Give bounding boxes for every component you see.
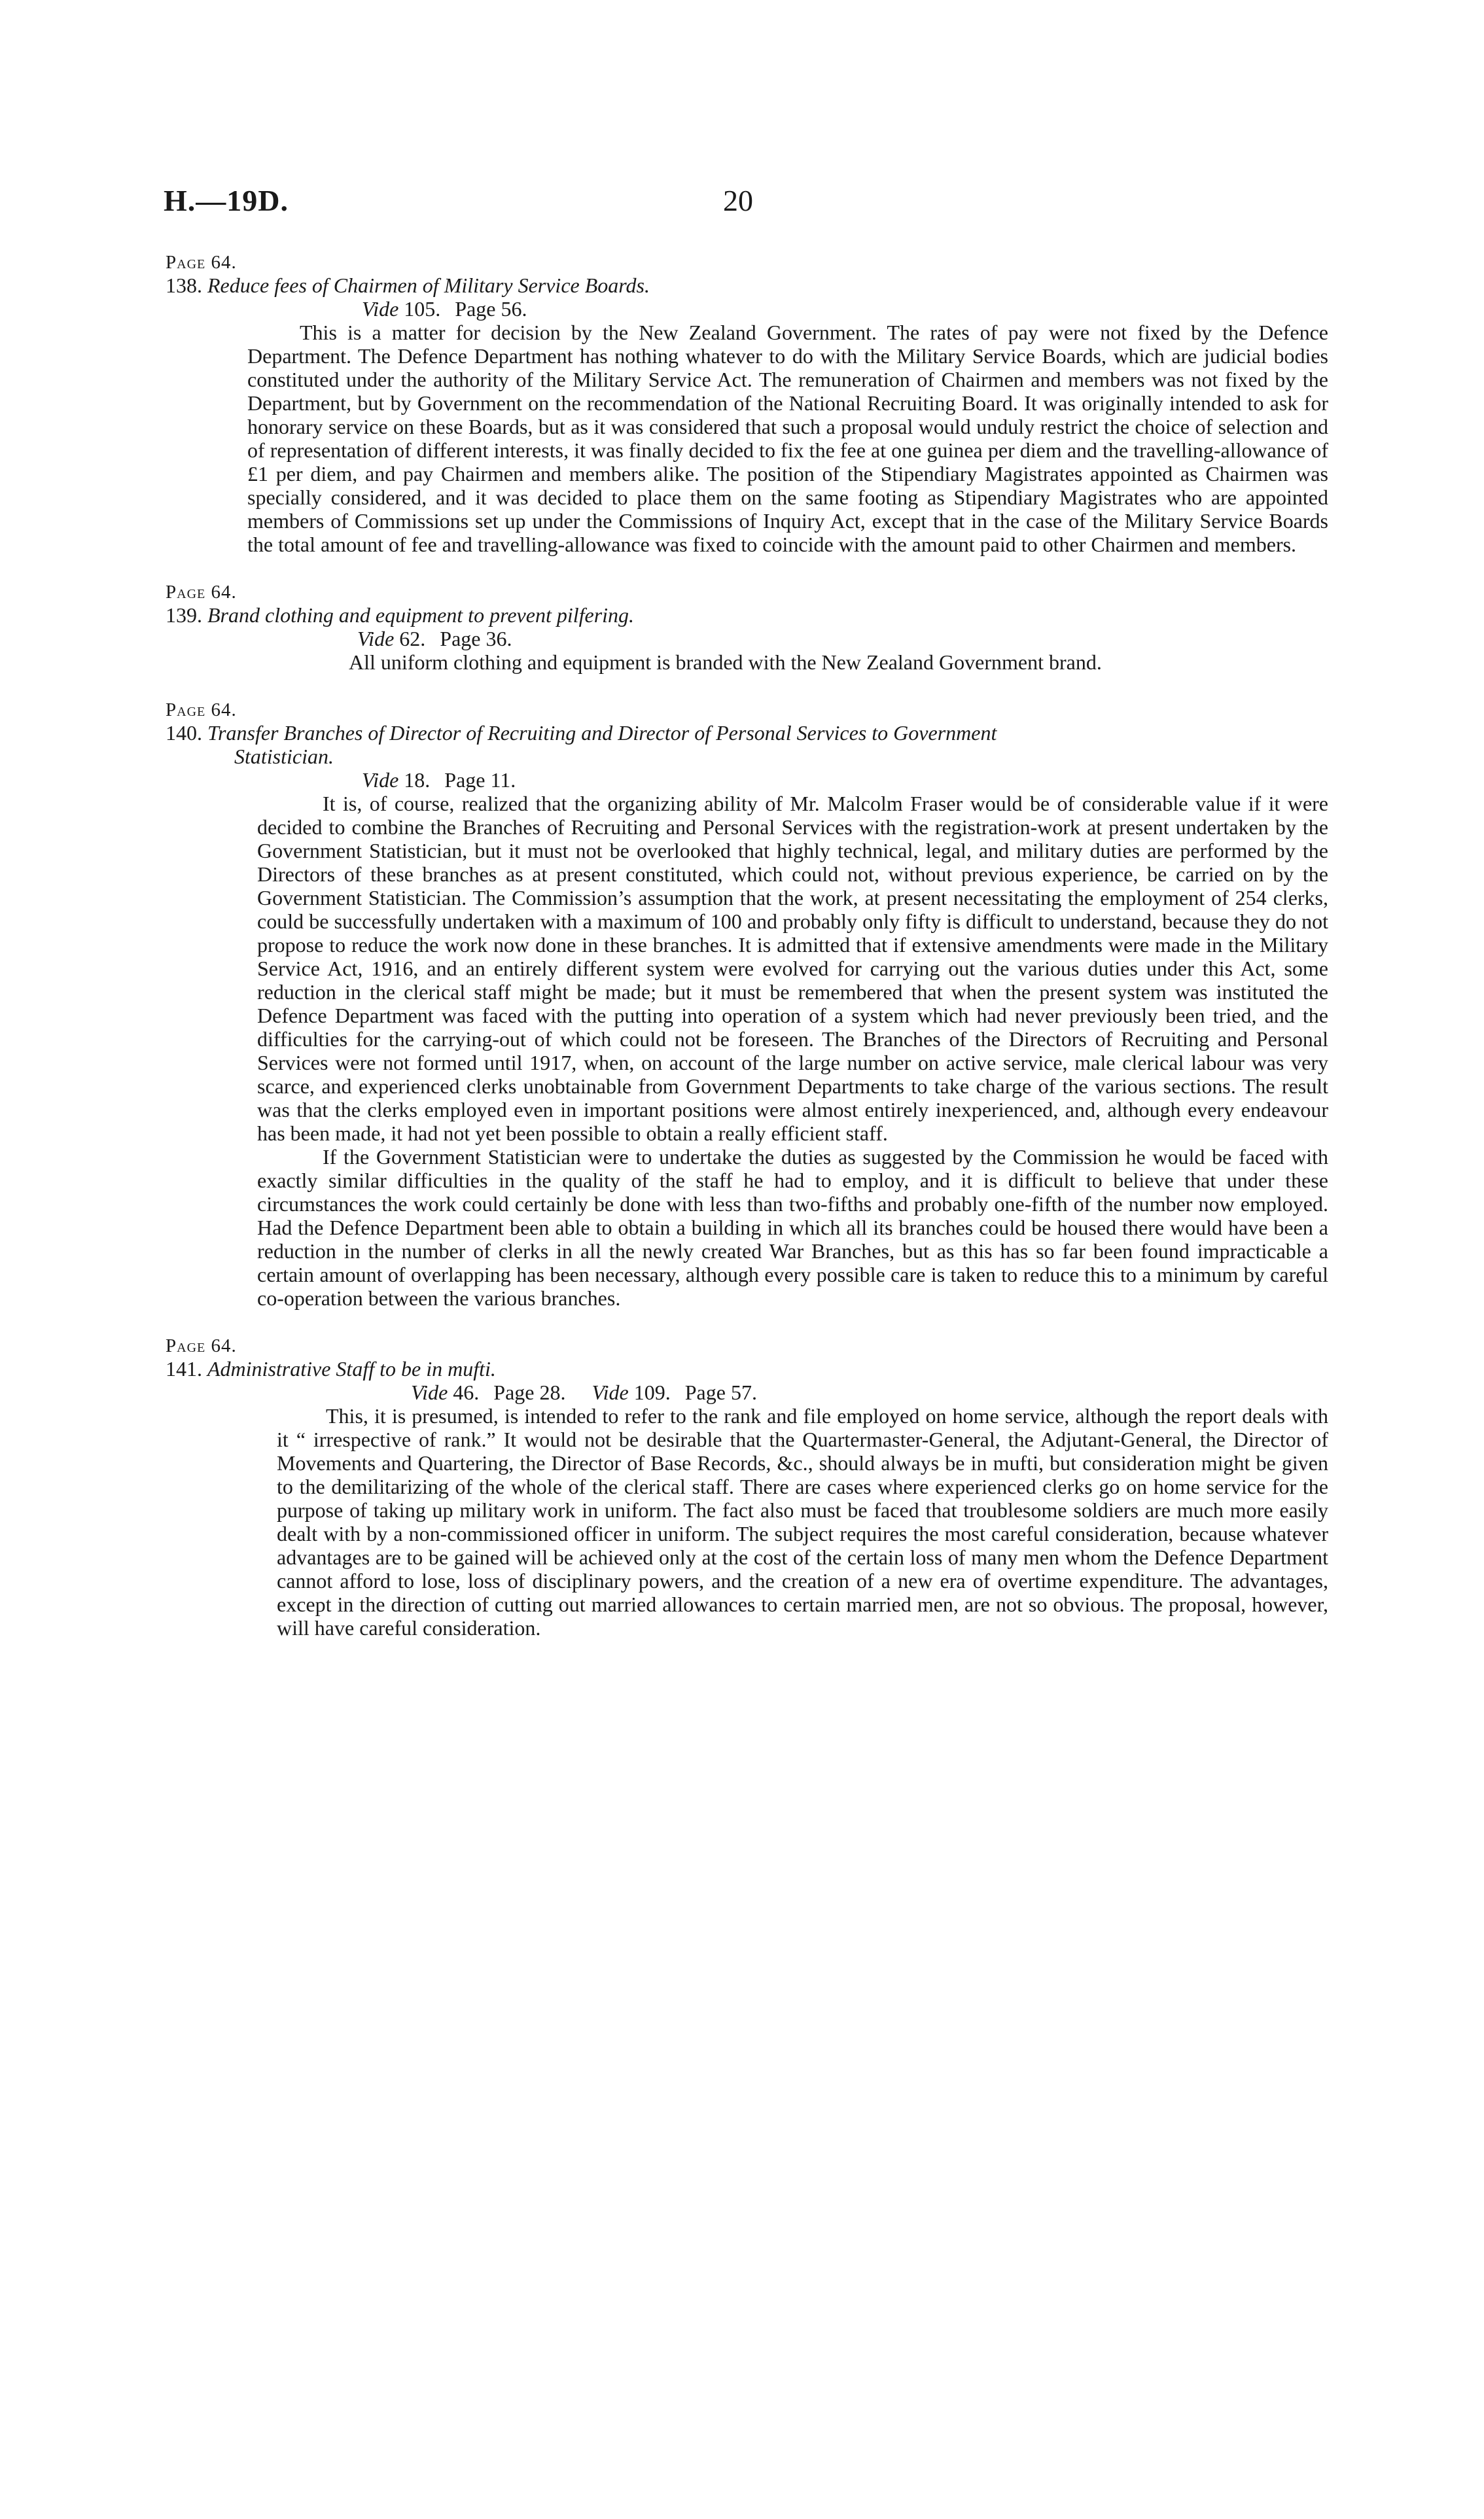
paragraph: This is a matter for decision by the New Zealand Government. The rates of pay were not fixed by the Defence Department. The Defence Department has nothing whatever to do with the Military Service Boards, which are judicial bodies constituted under the authority of the Military Service Act. The remuneration of Chairmen and members was not fixed by the Department, but by Government on the recommendation of the National Recruiting Board. It was originally intended to ask for honorary service on these Boards, but as it was considered that such a proposal would unduly restrict the choice of selection and of representation of different interests, it was finally decided to fix the fee at one guinea per diem and the travelling-allowance of £1 per diem, and pay Chairmen and members alike. The position of the Stipendiary Magistrates appointed as Chairmen was specially considered, and it was decided to place them on the same footing as Stipendiary Magistrates who are appointed members of Commissions set up under the Commissions of Inquiry Act, except that in the case of the Military Service Boards the total amount of fee and travelling-allowance was fixed to coincide with the amount paid to other Chairmen and members. [247, 321, 1328, 556]
page-reference: Page 64. [166, 582, 237, 603]
page-number: 20 [723, 184, 753, 217]
page-reference: Page 64. [166, 252, 237, 273]
vide-reference [411, 1381, 1328, 1404]
section-141 [166, 1335, 1328, 1640]
section-140 [166, 699, 1328, 1310]
paragraph: This, it is presumed, is intended to refer to the rank and file employed on home service, although the report deals with it “ irrespective of rank.” It would not be desirable that the Quartermaster-General, the Adjutant-General, the Director of Movements and Quartering, the Director of Base Records, &c., should always be in mufti, but consideration might be given to the demilitarizing of the whole of the clerical staff. There are cases where experienced clerks go on home service for the purpose of taking up military work in uniform. The fact also must be faced that troublesome soldiers are much more easily dealt with by a non-commissioned officer in uniform. The subject requires the most careful consideration, because whatever advantages are to be gained will be achieved only at the cost of the certain loss of many men whom the Defence Department cannot afford to lose, loss of disciplinary powers, and the creation of a new era of overtime expenditure. The advantages, except in the direction of cutting out married allowances to certain married men, are not so obvious. The proposal, however, will have careful consideration. [277, 1404, 1328, 1640]
paragraph: If the Government Statistician were to undertake the duties as suggested by the Commission he would be faced with exactly similar difficulties in the quality of the staff he had to employ, and it is difficult to believe that under these circumstances the work could certainly be done with less than two-fifths and probably one-fifth of the number now employed. Had the Defence Department been able to obtain a building in which all its branches could be housed there would have been a reduction in the number of clerks in all the newly created War Branches, but as this has so far been found impracticable a certain amount of overlapping has been necessary, although every possible care is taken to reduce this to a minimum by careful co-operation between the various branches. [257, 1145, 1328, 1310]
section-138 [166, 251, 1328, 556]
vide-word: Vide [411, 1381, 448, 1404]
vide-page: Page 56. [455, 297, 527, 321]
vide-word: Vide [357, 627, 395, 650]
item-heading [166, 721, 1328, 745]
item-heading [166, 603, 1328, 627]
document-body [166, 251, 1328, 1665]
document-id: H.—19D. [164, 184, 289, 217]
item-title: Transfer Branches of Director of Recruiting and Director of Personal Services to Government [207, 721, 997, 745]
vide-word: Vide [362, 297, 399, 321]
vide-page: Page 28. [493, 1381, 566, 1404]
vide-page: Page 11. [444, 768, 516, 792]
vide-word: Vide [362, 768, 399, 792]
vide-page: Page 57. [684, 1381, 757, 1404]
vide-reference [357, 627, 1328, 650]
item-heading [166, 1357, 1328, 1381]
vide-reference [362, 297, 1328, 321]
section-139 [166, 581, 1328, 674]
page-reference: Page 64. [166, 1335, 237, 1356]
vide-number: 18. [404, 768, 431, 792]
running-header [164, 183, 1322, 222]
item-title: Reduce fees of Chairmen of Military Service Boards. [207, 273, 650, 297]
item-number: 139. [166, 603, 202, 627]
item-heading [166, 273, 1328, 297]
paragraph: It is, of course, realized that the organizing ability of Mr. Malcolm Fraser would be of considerable value if it were decided to combine the Branches of Recruiting and Personal Services with the registration-work at present undertaken by the Government Statistician, but it must not be overlooked that highly technical, legal, and military duties are performed by the Directors of these branches as at present constituted, which could not, without previous experience, be carried on by the Government Statistician. The Commission’s assumption that the work, at present necessitating the employment of 254 clerks, could be successfully undertaken with a maximum of 100 and probably only fifty is difficult to understand, because they do not propose to reduce the work now done in these branches. It is admitted that if extensive amendments were made in the Military Service Act, 1916, and an entirely different system were evolved for carrying out the various duties under this Act, some reduction in the clerical staff might be made; but it must be remembered that when the present system was instituted the Defence Department was faced with the putting into operation of a system which had never previously been tried, and the difficulties for the carrying-out of which could not be foreseen. The Branches of the Directors of Recruiting and Personal Services were not formed until 1917, when, on account of the large number on active service, male clerical labour was very scarce, and experienced clerks unobtainable from Government Departments to take charge of the various sections. The result was that the clerks employed even in important positions were almost entirely inexperienced, and, although every endeavour has been made, it had not yet been possible to obtain a really efficient staff. [257, 792, 1328, 1145]
item-number: 138. [166, 273, 202, 297]
item-title-continued: Statistician. [234, 745, 334, 768]
vide-word: Vide [592, 1381, 629, 1404]
vide-reference [362, 768, 1328, 792]
item-title: Brand clothing and equipment to prevent pilfering. [207, 603, 635, 627]
vide-number: 46. [453, 1381, 480, 1404]
vide-number: 105. [404, 297, 441, 321]
item-number: 140. [166, 721, 202, 745]
item-title: Administrative Staff to be in mufti. [207, 1357, 496, 1381]
vide-page: Page 36. [440, 627, 512, 650]
paragraph: All uniform clothing and equipment is branded with the New Zealand Government brand. [349, 650, 1102, 674]
vide-number: 62. [399, 627, 426, 650]
page-reference: Page 64. [166, 699, 237, 720]
item-number: 141. [166, 1357, 202, 1381]
vide-number: 109. [633, 1381, 671, 1404]
